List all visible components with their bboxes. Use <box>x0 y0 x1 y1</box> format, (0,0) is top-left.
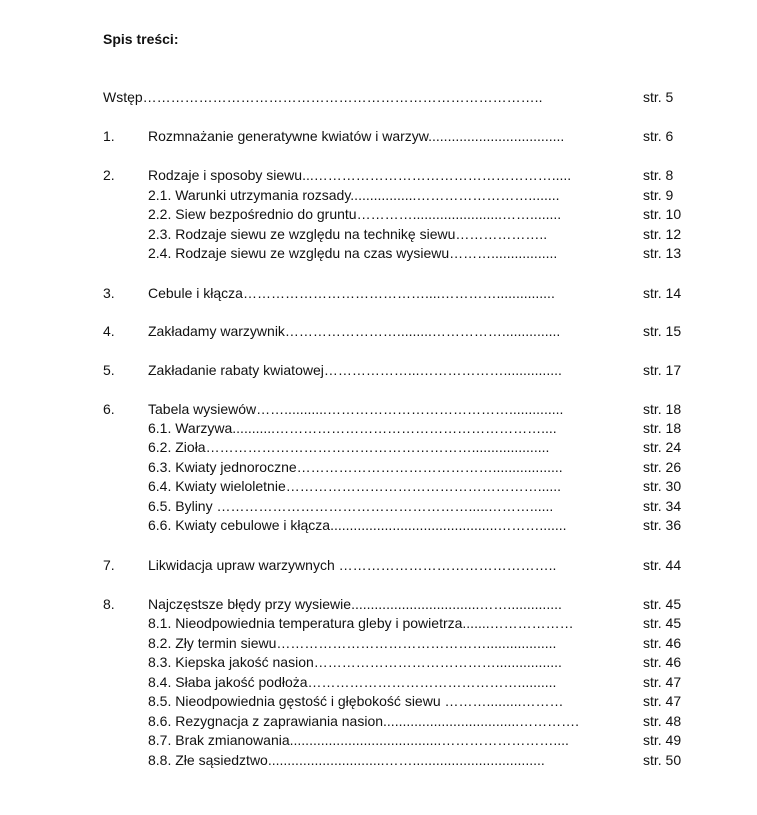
toc-subentry <box>0 205 757 224</box>
entry-number: 1. <box>103 128 115 144</box>
entry-text: 8.6. Rezygnacja z zaprawiania nasion...................................…………. <box>148 713 580 729</box>
entry-page: str. 18 <box>643 420 682 436</box>
toc-subentry <box>0 673 757 692</box>
entry-page: str. 13 <box>643 245 682 261</box>
entry-page: str. 26 <box>643 459 682 475</box>
toc-subentry <box>0 751 757 770</box>
toc-subentry <box>0 634 757 653</box>
toc-entry <box>0 556 757 575</box>
entry-page: str. 49 <box>643 732 682 748</box>
entry-text: Zakładanie rabaty kwiatowej………………...………………............... <box>148 362 562 378</box>
toc-subentry <box>0 712 757 731</box>
entry-page: str. 47 <box>643 674 682 690</box>
entry-page: str. 46 <box>643 654 682 670</box>
entry-text: 6.3. Kwiaty jednoroczne…………………………………….................. <box>148 459 563 475</box>
entry-page: str. 8 <box>643 167 674 183</box>
toc-entry <box>0 400 757 419</box>
entry-number: 5. <box>103 362 115 378</box>
entry-text: 2.2. Siew bezpośrednio do gruntu………….......................……........ <box>148 206 562 222</box>
toc-entry <box>0 88 757 107</box>
entry-text: Likwidacja upraw warzywnych ……………………………………….. <box>148 557 557 573</box>
entry-number: 7. <box>103 557 115 573</box>
entry-text: Wstęp………………………………………………………………………….. <box>103 89 543 105</box>
toc-subentry <box>0 244 757 263</box>
toc-entry <box>0 595 757 614</box>
toc-subentry <box>0 516 757 535</box>
toc-subentry <box>0 458 757 477</box>
entry-number: 4. <box>103 323 115 339</box>
entry-text: 8.4. Słaba jakość podłoża……………………………………….......... <box>148 674 557 690</box>
entry-text: Najczęstsze błędy przy wysiewie.................................…….............. <box>148 596 562 612</box>
entry-page: str. 45 <box>643 596 682 612</box>
entry-page: str. 15 <box>643 323 682 339</box>
entry-text: 8.5. Nieodpowiednia gęstość i głębokość siewu ……….........……… <box>148 693 564 709</box>
toc-title: Spis treści: <box>103 31 179 47</box>
entry-page: str. 47 <box>643 693 682 709</box>
entry-text: 8.8. Złe sąsiedztwo..............................…….................................. <box>148 752 545 768</box>
toc-subentry <box>0 477 757 496</box>
entry-text: 6.2. Zioła………………………………………………….................... <box>148 439 550 455</box>
toc-subentry <box>0 438 757 457</box>
entry-text: 6.1. Warzywa...........………………………………………………….... <box>148 420 557 436</box>
entry-page: str. 46 <box>643 635 682 651</box>
toc-subentry <box>0 731 757 750</box>
toc-subentry <box>0 614 757 633</box>
entry-page: str. 6 <box>643 128 674 144</box>
entry-text: Rozmnażanie generatywne kwiatów i warzyw................................... <box>148 128 565 144</box>
toc-entry <box>0 127 757 146</box>
entry-text: 8.1. Nieodpowiednia temperatura gleby i powietrza.......……………… <box>148 615 574 631</box>
entry-text: Cebule i kłącza…………………………………....…………............... <box>148 285 555 301</box>
entry-text: Zakładamy warzywnik…………………….........……………............... <box>148 323 561 339</box>
entry-text: 8.3. Kiepska jakość nasion…………………………………................. <box>148 654 562 670</box>
entry-page: str. 44 <box>643 557 682 573</box>
entry-number: 6. <box>103 401 115 417</box>
entry-page: str. 50 <box>643 752 682 768</box>
entry-page: str. 14 <box>643 285 682 301</box>
entry-text: 2.3. Rodzaje siewu ze względu na technikę siewu……………….. <box>148 226 548 242</box>
entry-text: 6.4. Kwiaty wieloletnie………………………………………………...... <box>148 478 562 494</box>
entry-text: Rodzaje i sposoby siewu...……………………………………………..... <box>148 167 572 183</box>
toc-subentry <box>0 653 757 672</box>
entry-number: 3. <box>103 285 115 301</box>
entry-page: str. 17 <box>643 362 682 378</box>
entry-page: str. 24 <box>643 439 682 455</box>
entry-text: Tabela wysiewów……...........………………………………….............. <box>148 401 564 417</box>
entry-text: 6.6. Kwiaty cebulowe i kłącza...........................................………....... <box>148 517 567 533</box>
entry-page: str. 30 <box>643 478 682 494</box>
toc-subentry <box>0 692 757 711</box>
toc-entry <box>0 322 757 341</box>
entry-page: str. 10 <box>643 206 682 222</box>
entry-text: 8.2. Zły termin siewu……………………………………….................. <box>148 635 557 651</box>
entry-number: 8. <box>103 596 115 612</box>
entry-text: 2.1. Warunki utrzymania rozsady.................……………………........ <box>148 187 560 203</box>
entry-text: 8.7. Brak zmianowania.......................................…………………….... <box>148 732 569 748</box>
toc-entry <box>0 166 757 185</box>
toc-subentry <box>0 225 757 244</box>
toc-subentry <box>0 186 757 205</box>
entry-text: 6.5. Byliny ……………………………………………….....………...... <box>148 498 554 514</box>
entry-page: str. 18 <box>643 401 682 417</box>
entry-page: str. 45 <box>643 615 682 631</box>
entry-page: str. 12 <box>643 226 682 242</box>
toc-entry <box>0 361 757 380</box>
toc-subentry <box>0 419 757 438</box>
entry-number: 2. <box>103 167 115 183</box>
toc-subentry <box>0 497 757 516</box>
toc-entry <box>0 284 757 303</box>
entry-page: str. 5 <box>643 89 674 105</box>
entry-page: str. 34 <box>643 498 682 514</box>
entry-text: 2.4. Rodzaje siewu ze względu na czas wysiewu………................. <box>148 245 558 261</box>
entry-page: str. 48 <box>643 713 682 729</box>
entry-page: str. 36 <box>643 517 682 533</box>
entry-page: str. 9 <box>643 187 674 203</box>
